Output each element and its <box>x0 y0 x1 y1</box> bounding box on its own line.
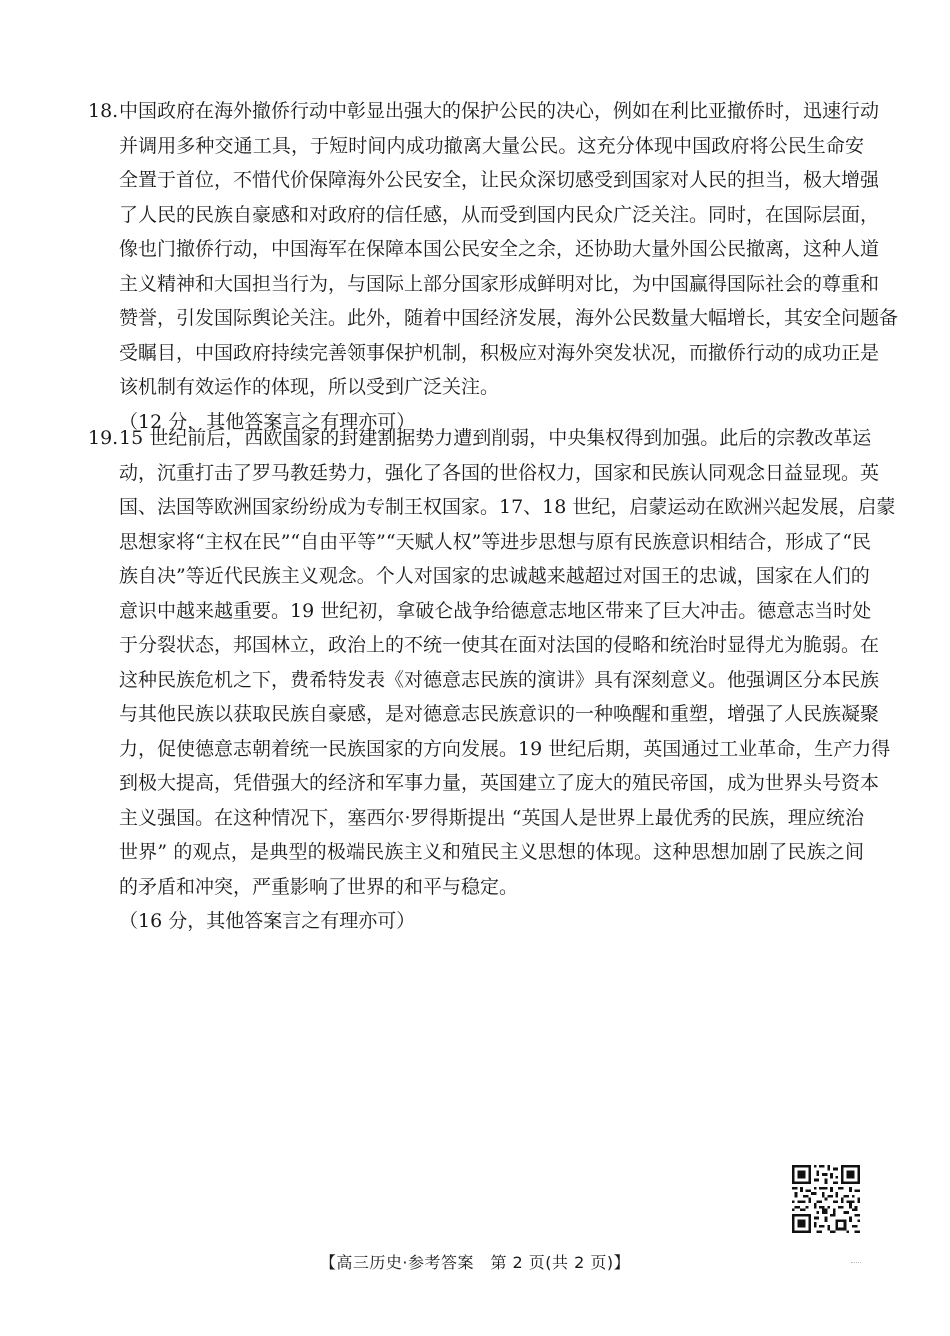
answer-line: 像也门撤侨行动，中国海军在保障本国公民安全之余，还协助大量外国公民撤离，这种人道 <box>119 238 880 260</box>
page-footer: 【高三历史·参考答案 第 2 页(共 2 页)】 <box>319 1253 631 1272</box>
answer-line: 全置于首位，不惜代价保障海外公民安全，让民众深切感受到国家对人民的担当，极大增强 <box>119 169 880 191</box>
answer-line: 动，沉重打击了罗马教廷势力，强化了各国的世俗权力，国家和民族认同观念日益显现。英 <box>119 461 880 484</box>
answer-line: 主义精神和大国担当行为，与国际上部分国家形成鲜明对比，为中国赢得国际社会的尊重和 <box>119 272 880 295</box>
question-18-answer <box>88 94 899 439</box>
answer-line: 力，促使德意志朝着统一民族国家的方向发展。19 世纪后期，英国通过工业革命，生产力得 <box>119 737 891 760</box>
answer-line: 族自决”等近代民族主义观念。个人对国家的忠诚越来越超过对国王的忠诚，国家在人们的 <box>119 565 870 587</box>
answer-line: 15 世纪前后，西欧国家的封建割据势力遭到削弱，中央集权得到加强。此后的宗教改革运 <box>119 427 872 449</box>
answer-line: 意识中越来越重要。19 世纪初，拿破仑战争给德意志地区带来了巨大冲击。德意志当时处 <box>119 599 872 622</box>
corner-mark <box>851 1262 861 1265</box>
answer-text <box>119 421 896 939</box>
answer-line: 了人民的民族自豪感和对政府的信任感，从而受到国内民众广泛关注。同时，在国际层面， <box>119 203 880 226</box>
question-number: 19. <box>88 427 119 449</box>
answer-line: 该机制有效运作的体现，所以受到广泛关注。 <box>119 376 500 398</box>
answer-line: 国、法国等欧洲国家纷纷成为专制王权国家。17、18 世纪，启蒙运动在欧洲兴起发展，启蒙 <box>119 496 896 518</box>
answer-line: 的矛盾和冲突，严重影响了世界的和平与稳定。 <box>119 875 519 898</box>
question-number: 18. <box>88 100 119 122</box>
answer-line: 赞誉，引发国际舆论关注。此外，随着中国经济发展，海外公民数量大幅增长，其安全问题备 <box>119 307 899 329</box>
answer-line: 受瞩目，中国政府持续完善领事保护机制，积极应对海外突发状况，而撤侨行动的成功正是 <box>119 341 880 364</box>
answer-line: 与其他民族以获取民族自豪感，是对德意志民族意识的一种唤醒和重塑，增强了人民族凝聚 <box>119 703 880 725</box>
answer-line: 中国政府在海外撤侨行动中彰显出强大的保护公民的决心，例如在利比亚撤侨时，迅速行动 <box>119 100 880 122</box>
answer-line: 这种民族危机之下，费希特发表《对德意志民族的演讲》具有深刻意义。他强调区分本民族 <box>119 668 880 691</box>
question-19-answer <box>88 421 896 939</box>
answer-line: 于分裂状态，邦国林立，政治上的不统一使其在面对法国的侵略和统治时显得尤为脆弱。在 <box>119 634 880 656</box>
answer-line: 主义强国。在这种情况下，塞西尔·罗得斯提出 “英国人是世界上最优秀的民族，理应统治 <box>119 806 864 829</box>
answer-line: 并调用多种交通工具，于短时间内成功撤离大量公民。这充分体现中国政府将公民生命安 <box>119 134 864 157</box>
score-note: （16 分，其他答案言之有理亦可） <box>119 910 416 932</box>
answer-text <box>119 94 899 439</box>
answer-line: 世界” 的观点，是典型的极端民族主义和殖民主义思想的体现。这种思想加剧了民族之间 <box>119 841 864 863</box>
score-note: （12 分，其他答案言之有理亦可） <box>119 410 416 433</box>
qr-code-icon <box>792 1165 860 1233</box>
answer-line: 到极大提高，凭借强大的经济和军事力量，英国建立了庞大的殖民帝国，成为世界头号资本 <box>119 772 880 794</box>
answer-line: 思想家将“主权在民”“自由平等”“天赋人权”等进步思想与原有民族意识相结合，形成了“民 <box>119 530 871 553</box>
